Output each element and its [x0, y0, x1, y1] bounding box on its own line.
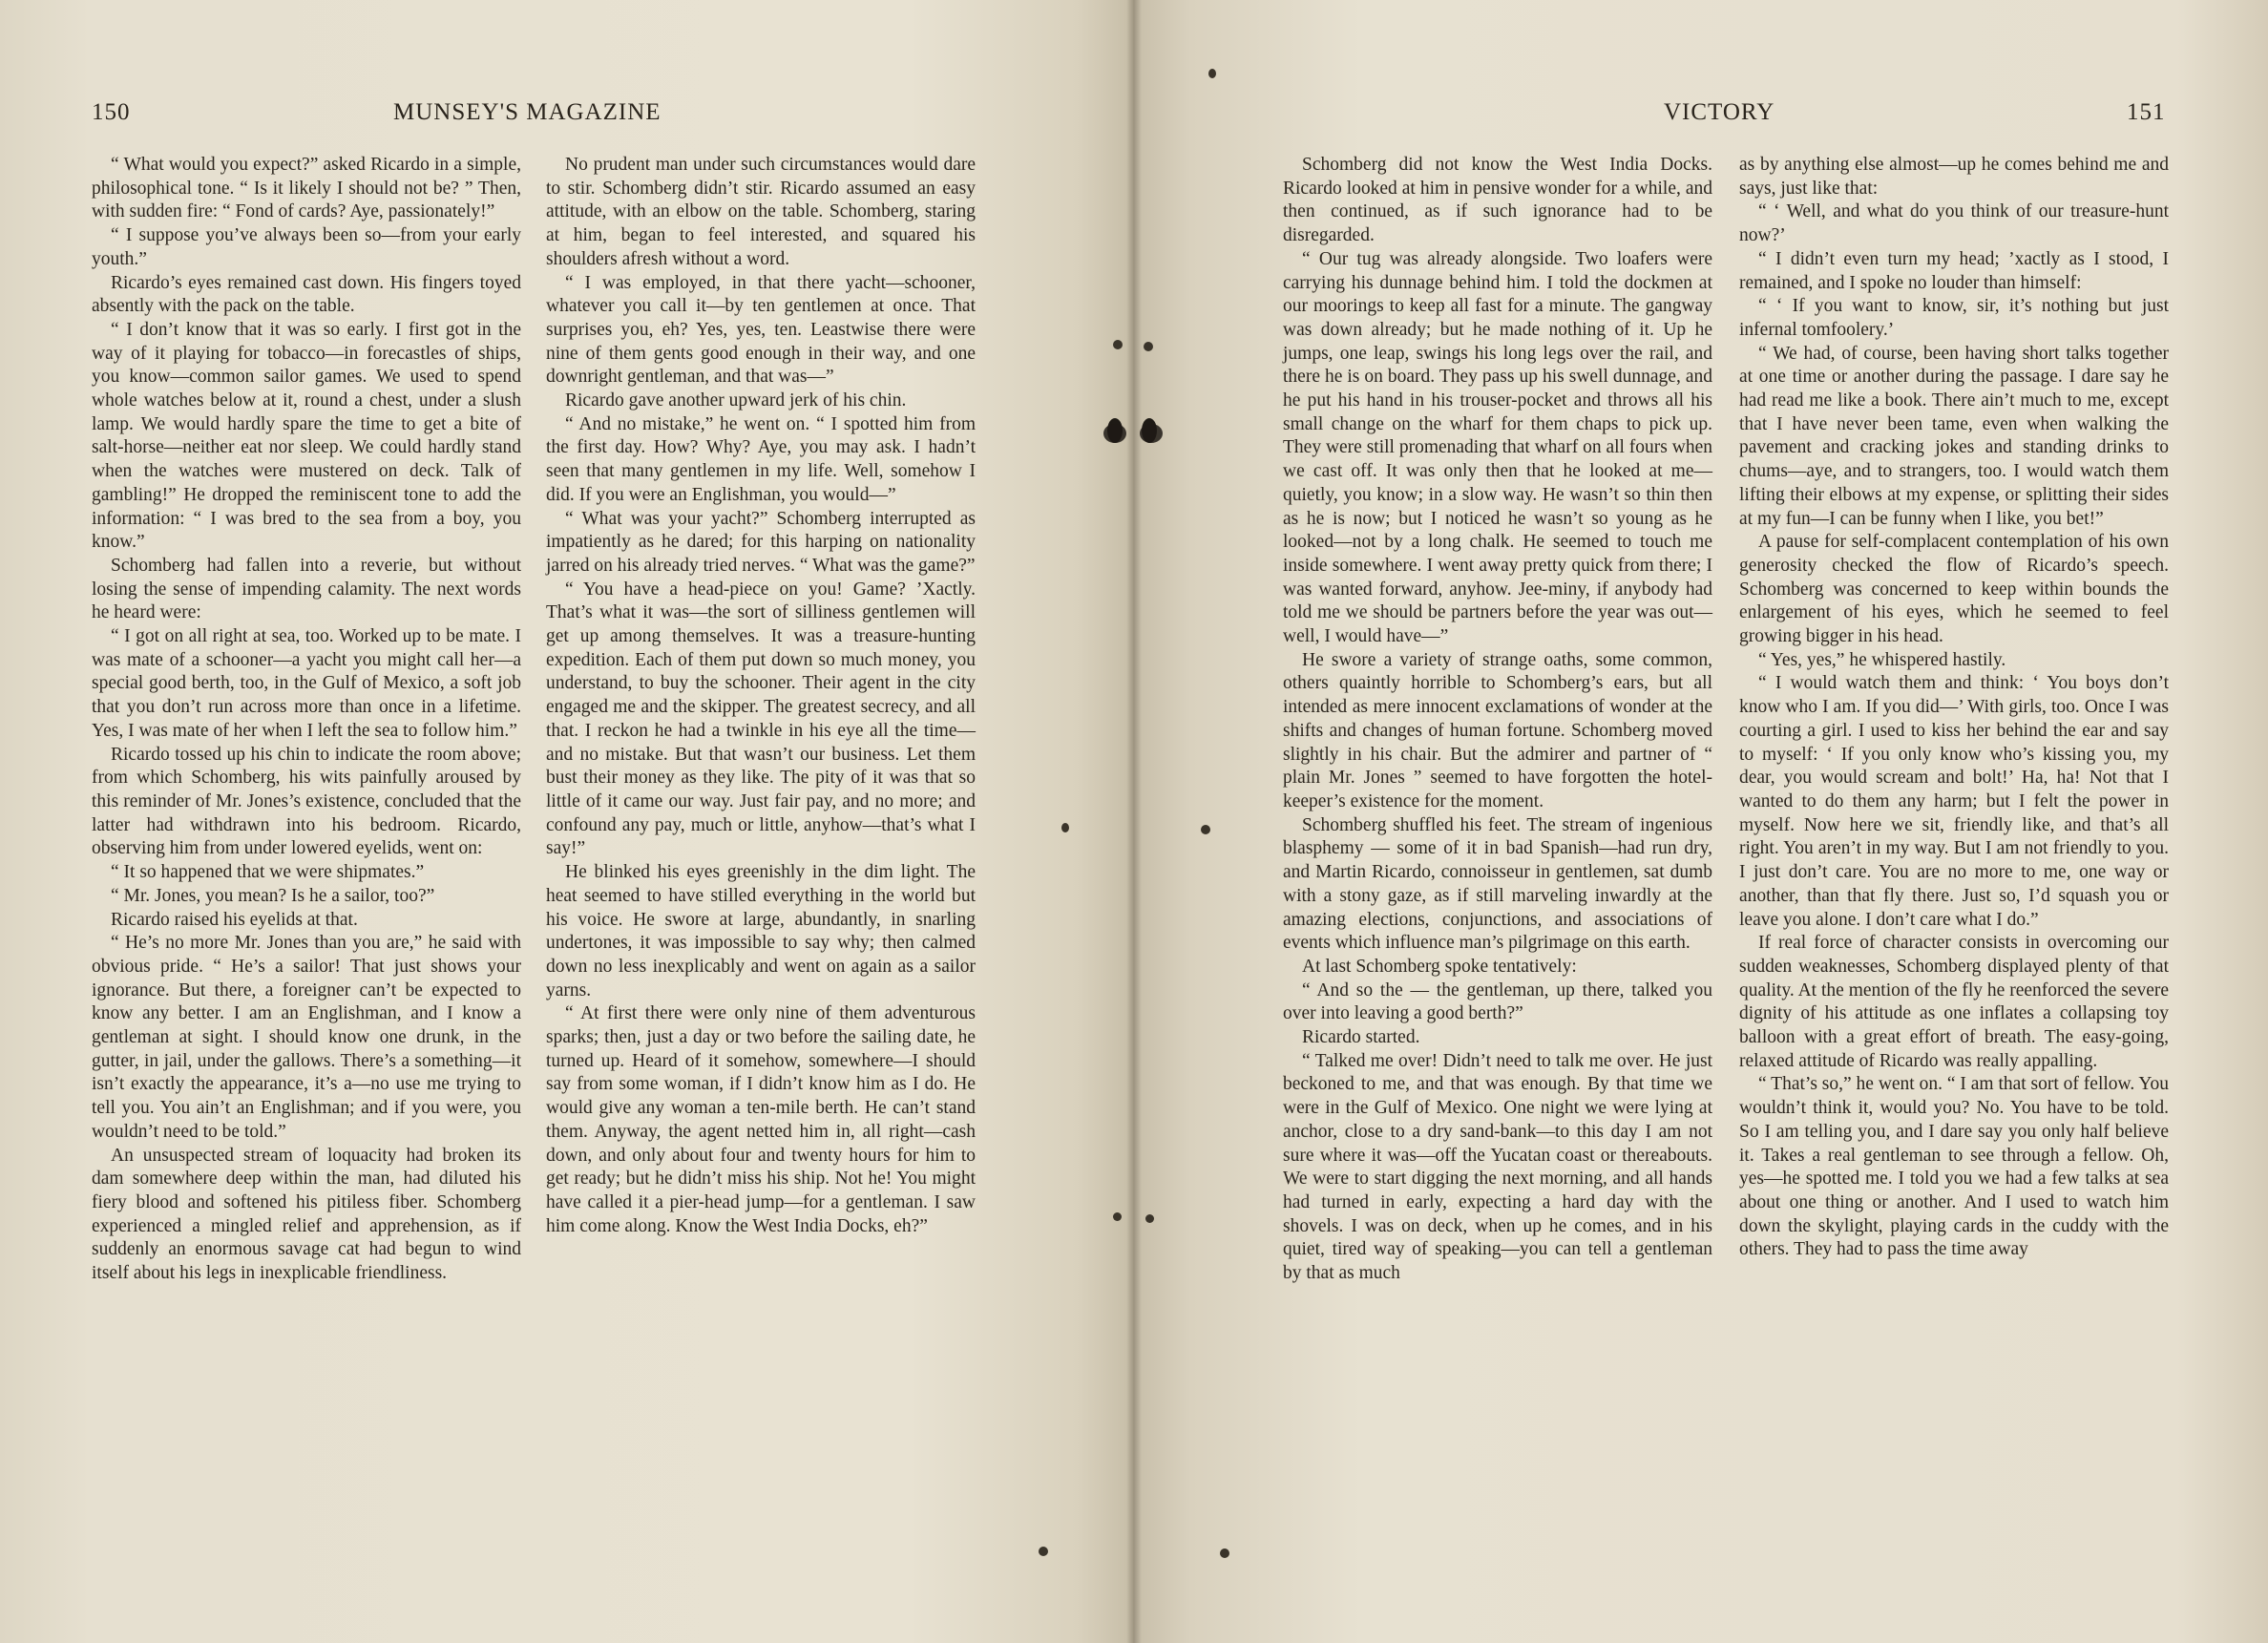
paragraph: An unsuspected stream of loquacity had broken its dam somewhere deep within the man, had diluted his fiery blood and softened his pitiless fiber. Schomberg experienced a mingled relief and apprehension, as if suddenly an enormous savage cat had begun to wind itself about his legs in inexplicable friendliness.: [92, 1145, 521, 1284]
paragraph: “ I don’t know that it was so early. I first got in the way of it playing for tobacco—in forecastles of ships, you know—common sailor games. We used to spend whole watches below at it, round a chest, under a slush lamp. We would hardly spare the time to get a bite of salt-horse—neither eat nor sleep. We could hardly stand when the watches were mustered on deck. Talk of gambling!” He dropped the reminiscent tone to add the information: “ I was bred to the sea from a boy, you know.”: [92, 319, 521, 553]
paragraph: “ You have a head-piece on you! Game? ’Xactly. That’s what it was—the sort of silliness gentlemen will get up among themselves. It was a treasure-hunting expedition. Each of them put down so much money, you understand, to buy the schooner. Their agent in the city engaged me and the skipper. The greatest secrecy, and all that. I reckon he had a twinkle in his eye all the time—and no mistake. But that wasn’t our business. Let them bust their money as they like. The pity of it was that so little of it came our way. Just fair pay, and no more; and confound any pay, much or little, anyhow—that’s what I say!”: [546, 579, 976, 859]
speck: [1201, 825, 1210, 834]
paragraph: “ It so happened that we were shipmates.”: [111, 862, 425, 883]
paragraph: “ I got on all right at sea, too. Worked up to be mate. I was mate of a schooner—a yacht you might call her—a special good berth, too, in the Gulf of Mexico, a soft job that you don’t run across more than once in a lifetime. Yes, I was mate of her when I left the sea to follow him.”: [92, 626, 521, 741]
paragraph: “ Mr. Jones, you mean? Is he a sailor, too?”: [111, 885, 435, 906]
left-running-head: MUNSEY'S MAGAZINE: [393, 99, 662, 125]
paragraph: “ I was employed, in that there yacht—schooner, whatever you call it—by ten gentlemen at once. That surprises you, eh? Yes, yes, ten. Leastwise there were nine of them gents good enough in their way, and one downright gentleman, and that was—”: [546, 272, 976, 388]
binding-hole-mid-right: [1140, 424, 1163, 443]
paragraph: He blinked his eyes greenishly in the dim light. The heat seemed to have stilled everything in the world but his voice. He swore at large, abundantly, in snarling undertones, it was impossible to say why; then calmed down no less inexplicably and went on again as a sailor yarns.: [546, 862, 976, 1001]
paragraph: “ I suppose you’ve always been so—from your early youth.”: [92, 225, 521, 269]
speck: [1145, 1214, 1154, 1223]
paragraph: Ricardo raised his eyelids at that.: [111, 909, 358, 930]
paragraph: “ He’s no more Mr. Jones than you are,” he said with obvious pride. “ He’s a sailor! That just shows your ignorance. But there, a foreigner can’t be expected to know any better. I am an Englishman, and I know a gentleman at sight. I should know one drunk, in the gutter, in jail, under the gallows. There’s a something—it isn’t exactly the appearance, it’s a—no use me trying to tell you. You ain’t an Englishman; and if you were, you wouldn’t need to be told.”: [92, 933, 521, 1142]
right-page: [1134, 0, 2268, 1643]
speck: [1220, 1548, 1229, 1558]
paragraph: Schomberg did not know the West India Docks. Ricardo looked at him in pensive wonder for a while, and then continued, as if such ignorance had to be disregarded.: [1283, 155, 1712, 246]
paragraph: “ And so the — the gentleman, up there, talked you over into leaving a good berth?”: [1283, 979, 1712, 1024]
paragraph: “ Our tug was already alongside. Two loafers were carrying his dunnage behind him. I told the dockmen at our moorings to keep all fast for a minute. The gangway was down already; but he made nothing of it. Up he jumps, one leap, swings his long legs over the rail, and there he is on board. They pass up his swell dunnage, and he put his hand in his trouser-pocket and throws all his small change on the wharf for them chaps to pick up. They were still promenading that wharf on all fours when we cast off. It was only then that he looked at me—quietly, you know; in a slow way. He wasn’t so thin then as he is now; but I noticed he wasn’t so young as he looked—not by a long chalk. He seemed to touch me inside somewhere. I went away pretty quick from there; I was wanted forward, anyhow. Jee-miny, if anybody had told me we should be partners before the year was out—well, I would have—”: [1283, 248, 1712, 647]
paragraph: “ We had, of course, been having short talks together at one time or another during the passage. I dare say he had read me like a book. There ain’t much to me, except that I have never been tame, even when walking the pavement and cracking jokes and standing drinks to chums—aye, and to strangers, too. I would watch them lifting their elbows at my expense, or splitting their sides at my fun—I can be funny when I like, you bet!”: [1739, 343, 2169, 529]
paragraph: “ What would you expect?” asked Ricardo in a simple, philosophical tone. “ Is it likely I should not be? ” Then, with sudden fire: “ Fond of cards? Aye, passionately!”: [92, 155, 521, 222]
paragraph: Ricardo’s eyes remained cast down. His fingers toyed absently with the pack on the table.: [92, 272, 521, 317]
paragraph: Ricardo tossed up his chin to indicate the room above; from which Schomberg, his wits painfully aroused by this reminder of Mr. Jones’s existence, concluded that the latter had withdrawn into his bedroom. Ricardo, observing him from under lowered eyelids, went on:: [92, 744, 521, 859]
speck: [1113, 1212, 1122, 1221]
binding-hole-mid-left: [1103, 424, 1126, 443]
speck: [1061, 823, 1069, 832]
paragraph: “ I didn’t even turn my head; ’xactly as I stood, I remained, and I spoke no louder than himself:: [1739, 248, 2169, 293]
paragraph: “ What was your yacht?” Schomberg interrupted as impatiently as he dared; for this harping on nationality jarred on his already tried nerves. “ What was the game?”: [546, 508, 976, 576]
paragraph: Schomberg had fallen into a reverie, but without losing the sense of impending calamity. The next words he heard were:: [92, 555, 521, 623]
right-column-1: [1283, 154, 1712, 1286]
paragraph: “ I would watch them and think: ‘ You boys don’t know who I am. If you did—’ With girls, too. Once I was courting a girl. I used to kiss her behind the ear and say to myself: ‘ If you only know who’s kissing you, my dear, you would scream and bolt!’ Ha, ha! Not that I wanted to do them any harm; but I felt the power in myself. Now here we sit, friendly like, and that’s all right. You aren’t in my way. But I am not friendly to you. I just don’t care. You are no more to me, one way or another, than that fly there. Just so, I’d squash you or leave you alone. I don’t care what I do.”: [1739, 673, 2169, 930]
speck: [1039, 1547, 1048, 1556]
paragraph: A pause for self-complacent contemplation of his own generosity checked the flow of Ricardo’s speech. Schomberg was concerned to keep within bounds the enlargement of his eyes, which he seemed to feel growing bigger in his head.: [1739, 532, 2169, 647]
left-column-1: [92, 154, 521, 1286]
speck: [1113, 340, 1123, 349]
paragraph: He swore a variety of strange oaths, some common, others quaintly horrible to Schomberg’s ears, but all intended as mere innocent exclamations of wonder at the shifts and changes of human fortune. Schomberg moved slightly in his chair. But the admirer and partner of “ plain Mr. Jones ” seemed to have forgotten the hotel-keeper’s existence for the moment.: [1283, 649, 1712, 811]
paragraph: as by anything else almost—up he comes behind me and says, just like that:: [1739, 155, 2169, 199]
paragraph: If real force of character consists in overcoming our sudden weaknesses, Schomberg displayed plenty of that quality. At the mention of the fly he reenforced the severe dignity of his attitude as one inflates a collapsing toy balloon with a great effort of breath. The easy-going, relaxed attitude of Ricardo was really appalling.: [1739, 933, 2169, 1071]
paragraph: Ricardo started.: [1302, 1027, 1420, 1048]
paragraph: “ ‘ Well, and what do you think of our treasure-hunt now?’: [1739, 201, 2169, 246]
paragraph: “ ‘ If you want to know, sir, it’s nothing but just infernal tomfoolery.’: [1739, 296, 2169, 340]
left-column-2: [546, 154, 976, 1238]
speck: [1208, 69, 1216, 78]
paragraph: “ Yes, yes,” he whispered hastily.: [1758, 649, 2006, 670]
paragraph: No prudent man under such circumstances would dare to stir. Schomberg didn’t stir. Ricardo assumed an easy attitude, with an elbow on the table. Schomberg, staring at him, began to feel interested, and squared his shoulders afresh without a word.: [546, 155, 976, 269]
right-running-head: VICTORY: [1664, 99, 1775, 125]
speck: [1144, 342, 1153, 351]
paragraph: Schomberg shuffled his feet. The stream of ingenious blasphemy — some of it in bad Spanish—had run dry, and Martin Ricardo, connoisseur in gentlemen, sat dumb with a stony gaze, as if still marveling inwardly at the amazing elections, conjunctions, and associations of events which influence man’s pilgrimage on this earth.: [1283, 814, 1712, 954]
paragraph: “ Talked me over! Didn’t need to talk me over. He just beckoned to me, and that was enough. By that time we were in the Gulf of Mexico. One night we were lying at anchor, close to a dry sand-bank—to this day I am not sure where it was—off the Yucatan coast or thereabouts. We were to start digging the next morning, and all hands had turned in early, expecting a hard day with the shovels. I was on deck, when up he comes, and in his quiet, tired way of speaking—you can tell a gentleman by that as much: [1283, 1050, 1712, 1284]
right-page-number: 151: [2127, 99, 2166, 125]
paragraph: “ That’s so,” he went on. “ I am that sort of fellow. You wouldn’t think it, would you? No. You have to be told. So I am telling you, and I dare say you only half believe it. Takes a real gentleman to see through a fellow. Oh, yes—he spotted me. I told you we had a few talks at sea about one thing or another. And I used to watch him down the skylight, playing cards in the cuddy with the others. They had to pass the time away: [1739, 1074, 2170, 1260]
paragraph: “ At first there were only nine of them adventurous sparks; then, just a day or two before the sailing date, he turned up. Heard of it somehow, somewhere—I should say from some woman, if I didn’t know him as I do. He would give any woman a ten-mile berth. He can’t stand them. Anyway, the agent netted him in, all right—cash down, and only about four and twenty hours for him to get ready; but he didn’t miss his ship. Not he! You might have called it a pier-head jump—for a gentleman. I saw him come along. Know the West India Docks, eh?”: [546, 1003, 976, 1236]
paragraph: Ricardo gave another upward jerk of his chin.: [565, 390, 907, 411]
left-page-number: 150: [92, 99, 131, 125]
paragraph: At last Schomberg spoke tentatively:: [1302, 956, 1577, 977]
spine-gutter: [1126, 0, 1142, 1643]
paragraph: “ And no mistake,” he went on. “ I spotted him from the first day. How? Why? Aye, you may ask. I hadn’t seen that many gentlemen in my life. Well, somehow I did. If you were an Englishman, you would—”: [546, 413, 976, 505]
right-column-2: [1739, 154, 2169, 1262]
